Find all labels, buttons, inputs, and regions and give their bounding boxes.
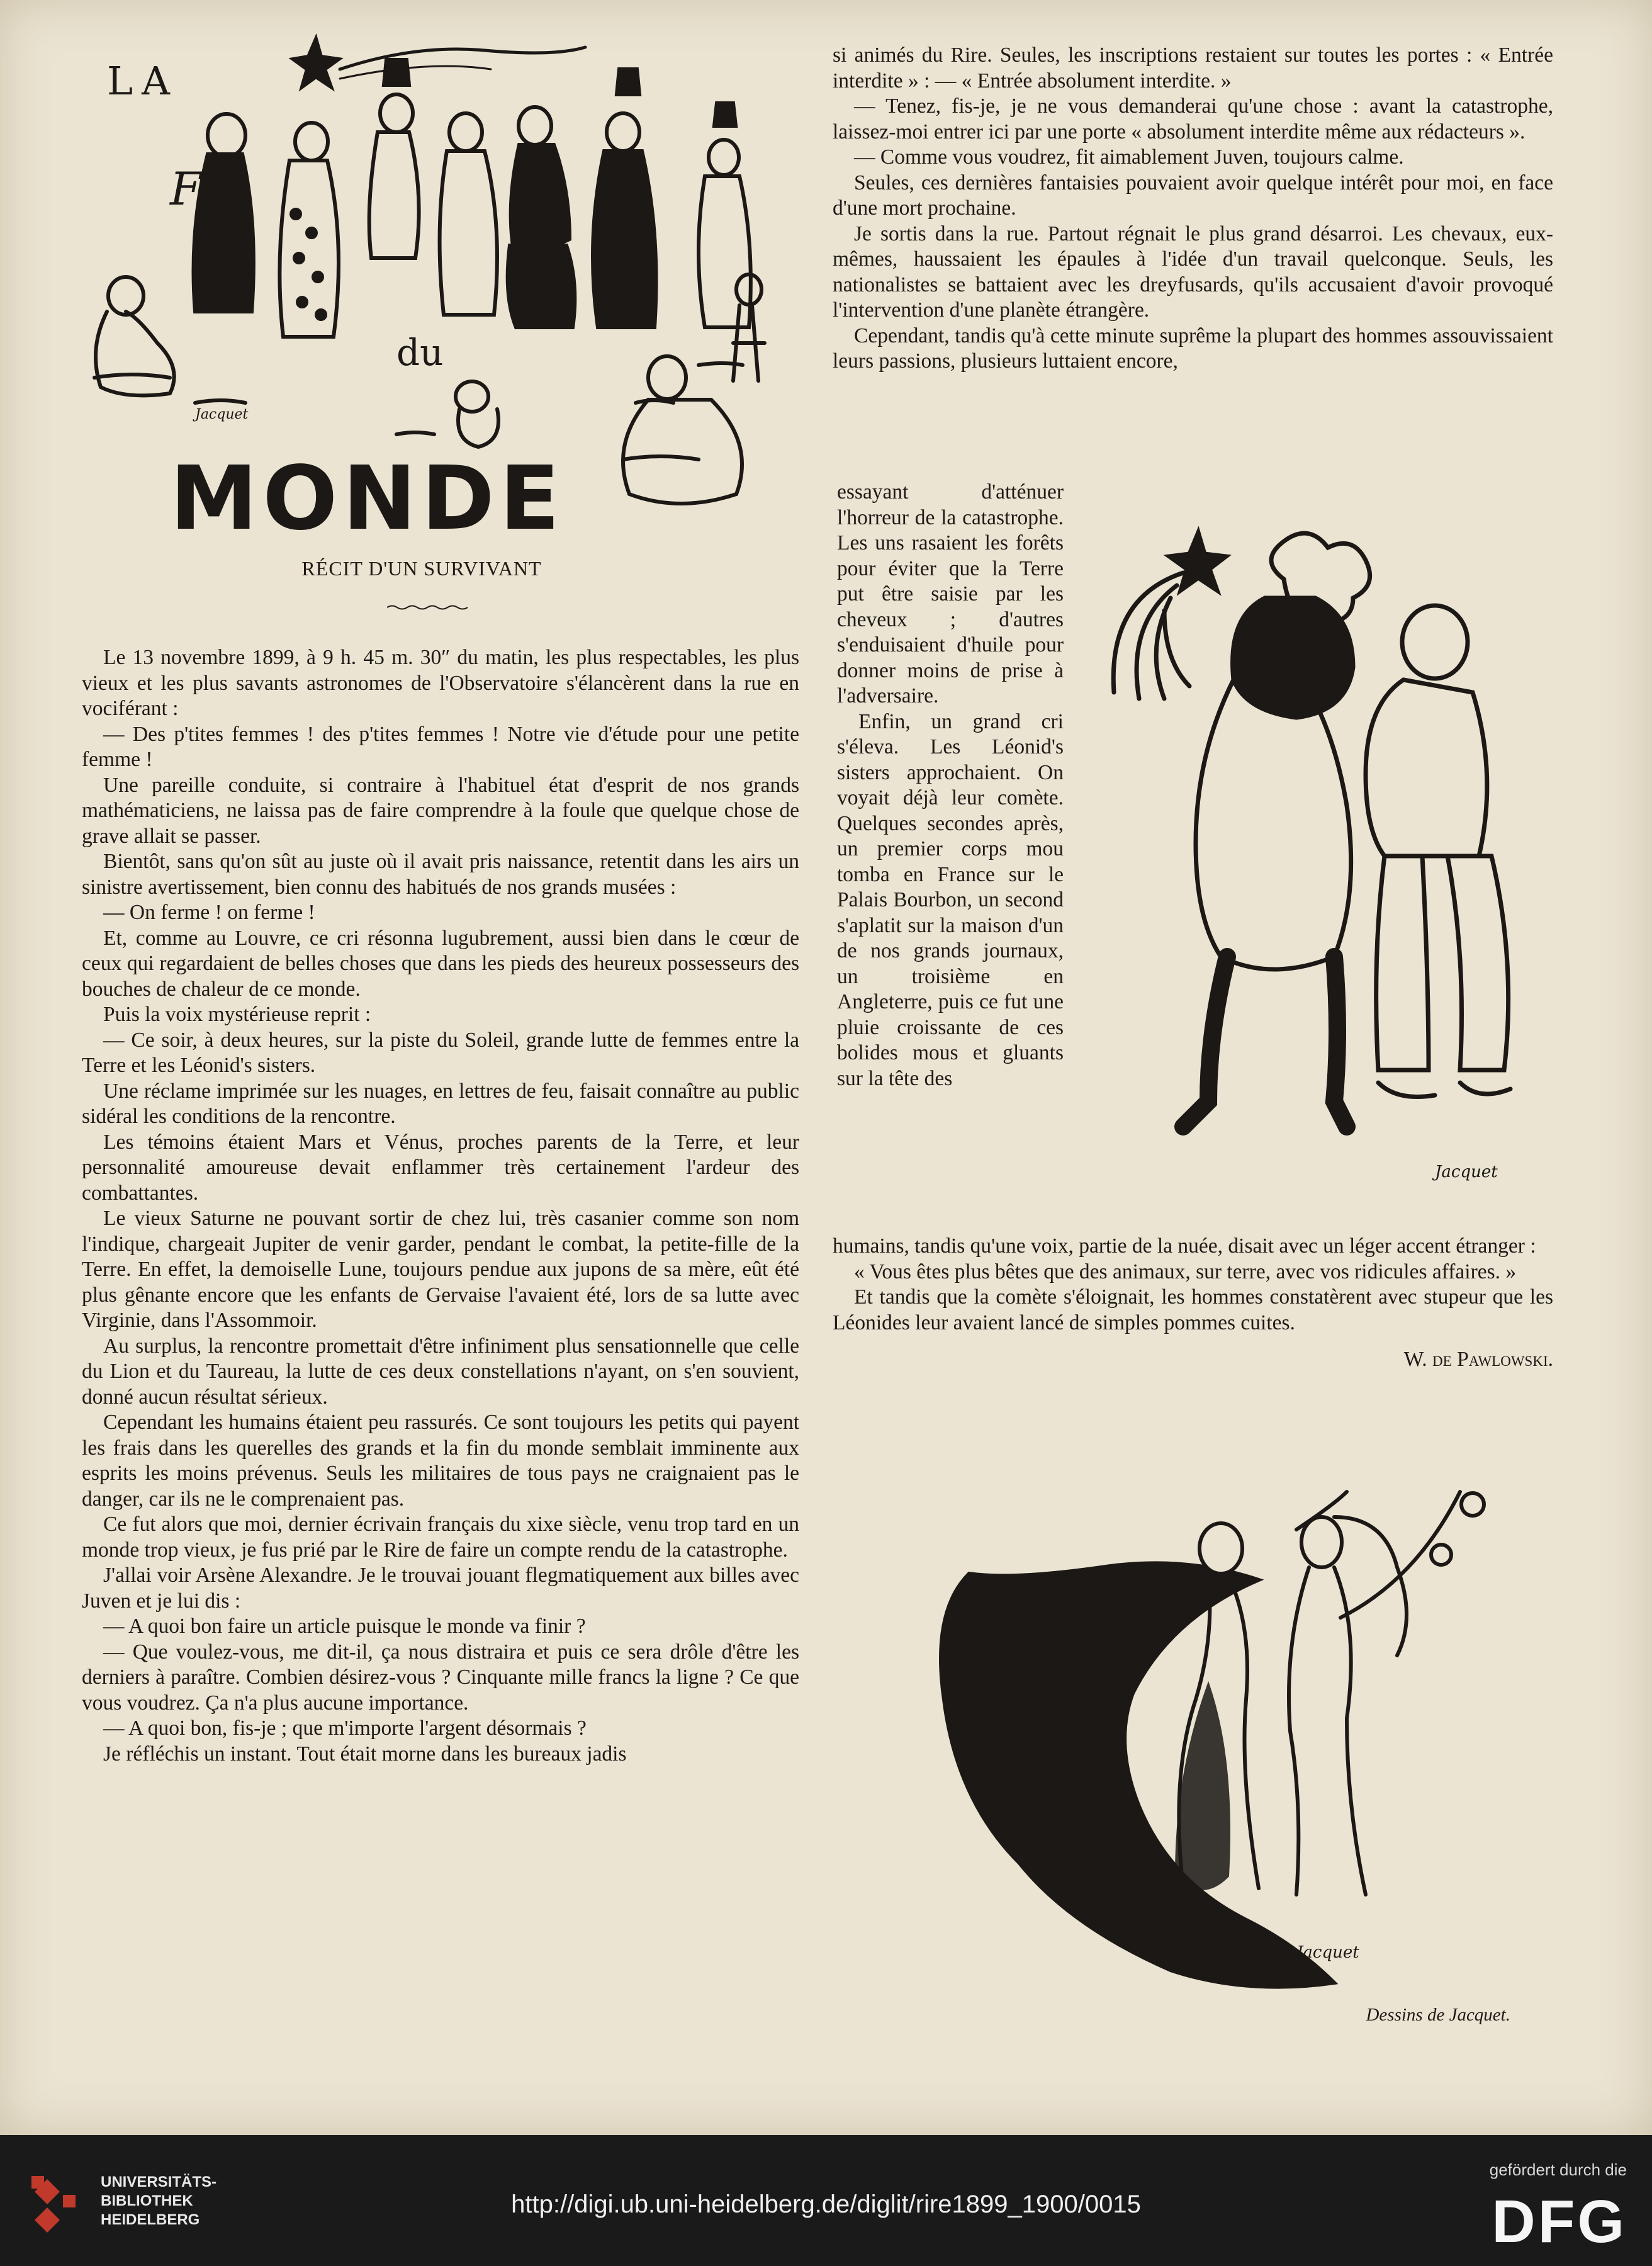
paragraph: Le 13 novembre 1899, à 9 h. 45 m. 30″ du matin, les plus respectables, les plus vieux et les plus savants astronomes de l'Observatoire s'élancèrent dans la rue en vociférant : <box>82 646 799 720</box>
paragraph: — A quoi bon faire un article puisque le monde va finir ? <box>103 1615 586 1638</box>
paragraph: Cependant les humains étaient peu rassurés. Ce sont toujours les petits qui payent les frais dans les querelles des grands et la fin du monde semblait imminente aux esprits les moins prévenus. Seuls les militaires de tous pays ne craignaient pas le danger, car ils ne le comprenaient pas. <box>82 1411 799 1511</box>
signature-middle: Jacquet <box>1435 1163 1498 1181</box>
paragraph: Et tandis que la comète s'éloignait, les hommes constatèrent avec stupeur que les Léonides leur avaient lancé de simples pommes cuites. <box>833 1285 1553 1334</box>
paragraph: — Des p'tites femmes ! des p'tites femmes ! Notre vie d'étude pour une petite femme ! <box>82 722 799 771</box>
bottom-illustration <box>919 1479 1523 1995</box>
paragraph: Seules, ces dernières fantaisies pouvaient avoir quelque intérêt pour moi, en face d'une mort prochaine. <box>833 171 1553 220</box>
paragraph: Une pareille conduite, si contraire à l'habituel état d'esprit de nos grands mathématiciens, ne laissa pas de faire comprendre à la foule que quelque chose de grave allait se passer. <box>82 773 799 848</box>
paragraph: Je réfléchis un instant. Tout était morne dans les bureaux jadis <box>103 1742 627 1766</box>
paragraph: J'allai voir Arsène Alexandre. Je le trouvai jouant flegmatiquement aux billes avec Juven et je lui dis : <box>82 1564 799 1613</box>
paragraph: Les témoins étaient Mars et Vénus, proches parents de la Terre, et leur personnalité amoureuse devait enflammer très certainement l'ardeur des combattantes. <box>82 1130 799 1205</box>
title-fin: Fin <box>170 162 245 215</box>
paragraph: Puis la voix mystérieuse reprit : <box>103 1003 371 1026</box>
library-line-2: BIBLIOTHEK <box>101 2192 193 2209</box>
paragraph: Une réclame imprimée sur les nuages, en lettres de feu, faisait connaître au public sidéral les conditions de la rencontre. <box>82 1079 799 1128</box>
paragraph: — A quoi bon, fis-je ; que m'importe l'argent désormais ? <box>103 1716 587 1740</box>
paragraph: Le vieux Saturne ne pouvant sortir de chez lui, très casanier comme son nom l'indique, chargeait Jupiter de venir garder, pendant le combat, la petite-fille de la Terre. En effet, la demoiselle Lune, toujours pendue aux jupons de sa mère, eût été plus gênante encore que les enfants de Gervaise l'avaient été, lors de sa lutte avec Virginie, dans l'Assommoir. <box>82 1207 799 1332</box>
paragraph: Bientôt, sans qu'on sût au juste où il avait pris naissance, retentit dans les airs un sinistre avertissement, bien connu des habitués de nos grands musées : <box>82 850 799 899</box>
title-monde: MONDE <box>170 448 565 548</box>
paragraph: Ce fut alors que moi, dernier écrivain français du xixe siècle, venu trop tard en un monde trop vieux, je fus prié par le Rire de faire un compte rendu de la catastrophe. <box>82 1513 799 1562</box>
right-column-bottom <box>833 1234 1553 1373</box>
paragraph: — Comme vous voudrez, fit aimablement Juven, toujours calme. <box>854 145 1404 169</box>
paragraph: essayant d'atténuer l'horreur de la catastrophe. Les uns rasaient les forêts pour éviter que la Terre put être saisie par les cheveux ; d'autres s'enduisaient d'huile pour donner moins de prise à l'adversaire. <box>837 480 1064 707</box>
paragraph: — Que voulez-vous, me dit-il, ça nous distraira et puis ce sera drôle d'être les derniers à paraître. Combien désirez-vous ? Cinquante mille francs la ligne ? Ce que vous voudrez. Ça n'a plus aucune importance. <box>82 1640 799 1715</box>
paragraph: si animés du Rire. Seules, les inscriptions restaient sur toutes les portes : « Entrée interdite » : — « Entrée absolument interdite. » <box>833 43 1553 93</box>
signature-bottom: Jacquet <box>1296 1943 1359 1962</box>
title-la: LA <box>107 58 179 104</box>
paragraph: Au surplus, la rencontre promettait d'être infiniment plus sensationnelle que celle du Lion et du Taureau, la lutte de ces deux constellations n'ayant, on s'en souvient, donné aucun résultat sérieux. <box>82 1334 799 1409</box>
right-column-top <box>833 43 1553 375</box>
viewer-footer <box>0 2135 1652 2266</box>
illustration-caption: Dessins de Jacquet. <box>1366 2005 1510 2025</box>
paragraph: — Ce soir, à deux heures, sur la piste du Soleil, grande lutte de femmes entre la Terre et les Léonid's sisters. <box>82 1028 799 1077</box>
paragraph: humains, tandis qu'une voix, partie de la nuée, disait avec un léger accent étranger : <box>833 1234 1536 1258</box>
paragraph: — On ferme ! on ferme ! <box>103 901 315 924</box>
document-url-link[interactable]: http://digi.ub.uni-heidelberg.de/diglit/rire1899_1900/0015 <box>511 2190 1141 2218</box>
title-du: du <box>396 331 444 374</box>
paragraph: « Vous êtes plus bêtes que des animaux, sur terre, avec vos ridicules affaires. » <box>854 1260 1517 1283</box>
library-line-1: UNIVERSITÄTS- <box>101 2173 217 2190</box>
subtitle: RÉCIT D'UN SURVIVANT <box>301 557 542 580</box>
author-signature: W. de Pawlowski. <box>1403 1348 1553 1371</box>
right-column-narrow <box>837 480 1064 1091</box>
paragraph: Je sortis dans la rue. Partout régnait le plus grand désarroi. Les chevaux, eux-mêmes, haussaient les épaules à l'idée d'un travail quelconque. Seuls, les nationalistes se battaient avec les dreyfusards, qu'ils accusaient d'avoir provoqué l'intervention d'une planète étrangère. <box>833 222 1553 322</box>
paragraph: Et, comme au Louvre, ce cri résonna lugubrement, aussi bien dans le cœur de ceux qui regardaient de belles choses que dans les pieds des heureux possesseurs des bouches de chaleur de ce monde. <box>82 926 799 1001</box>
middle-illustration <box>1082 516 1548 1196</box>
dfg-logo: DFG <box>1492 2188 1627 2255</box>
library-line-3: HEIDELBERG <box>101 2211 200 2228</box>
paragraph: Cependant, tandis qu'à cette minute suprême la plupart des hommes assouvissaient leurs passions, plusieurs luttaient encore, <box>833 324 1553 373</box>
title-illustration <box>69 25 812 548</box>
subtitle-ornament <box>387 604 469 611</box>
funded-by-label: gefördert durch die <box>1489 2160 1627 2179</box>
left-column <box>82 645 799 1767</box>
signature-top: Jacquet <box>195 407 249 422</box>
paragraph: Enfin, un grand cri s'éleva. Les Léonid's sisters approchaient. On voyait déjà leur comète. Quelques secondes après, un premier corps mou tomba en France sur le Palais Bourbon, un second s'aplatit sur la maison d'un de nos grands journaux, un troisième en Angleterre, puis ce fut une pluie croissante de ces bolides mous et gluants sur la tête des <box>837 709 1064 1090</box>
paragraph: — Tenez, fis-je, je ne vous demanderai qu'une chose : avant la catastrophe, laissez-moi entrer ici par une porte « absolument interdite même aux rédacteurs ». <box>833 94 1553 144</box>
